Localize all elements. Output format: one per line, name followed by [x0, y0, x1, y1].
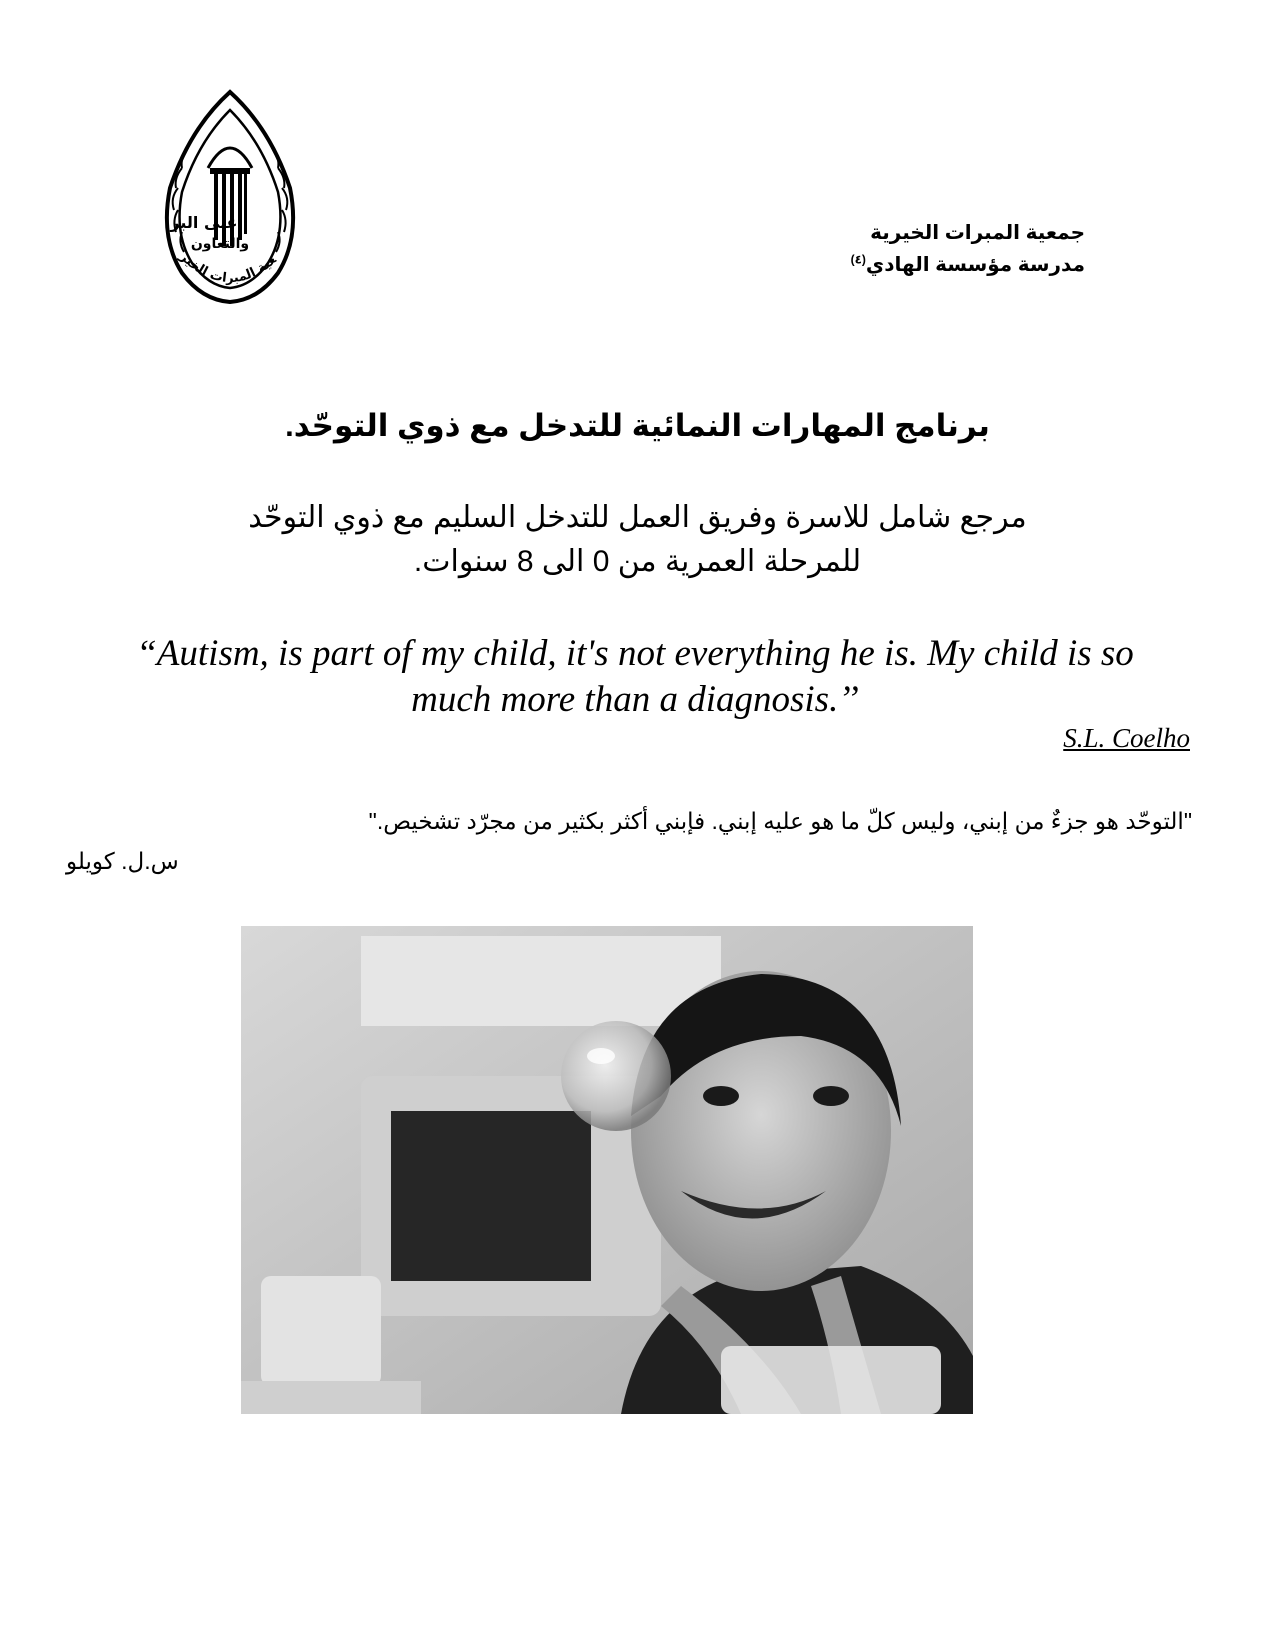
quote-author: S.L. Coelho — [1063, 723, 1190, 753]
subtitle-line-1: مرجع شامل للاسرة وفريق العمل للتدخل السليم مع ذوي التوحّد — [248, 501, 1027, 534]
school-name-text: مدرسة مؤسسة الهادي — [865, 254, 1085, 276]
arabic-quote-author: س.ل. كويلو — [66, 848, 179, 874]
arabic-quote: "التوحّد هو جزءٌ من إبني، وليس كلّ ما هو عليه إبني. فإبني أكثر بكثير من مجرّد تشخيص." — [368, 808, 1192, 834]
school-number: (٤) — [850, 252, 866, 267]
background-shelf — [361, 936, 721, 1026]
logo-text-right: على البر — [170, 213, 238, 232]
document-title: برنامج المهارات النمائية للتدخل مع ذوي التوحّد. — [285, 408, 990, 443]
soap-bubble — [561, 1021, 671, 1131]
english-quote-line-2: much more than a diagnosis.’’ — [411, 679, 859, 720]
logo-text-arc: عية المبرات الخير — [176, 249, 280, 287]
organization-logo — [158, 88, 302, 306]
child-photo — [241, 926, 973, 1414]
subtitle-line-2: للمرحلة العمرية من 0 الى 8 سنوات. — [413, 545, 862, 578]
logo-text-middle: والتعاون — [190, 236, 250, 252]
organization-name: جمعية المبرات الخيرية — [870, 222, 1085, 244]
english-quote-line-1: “Autism, is part of my child, it's not everything he is. My child is so — [136, 633, 1134, 674]
school-name — [851, 252, 1085, 277]
toy-block — [261, 1276, 381, 1386]
